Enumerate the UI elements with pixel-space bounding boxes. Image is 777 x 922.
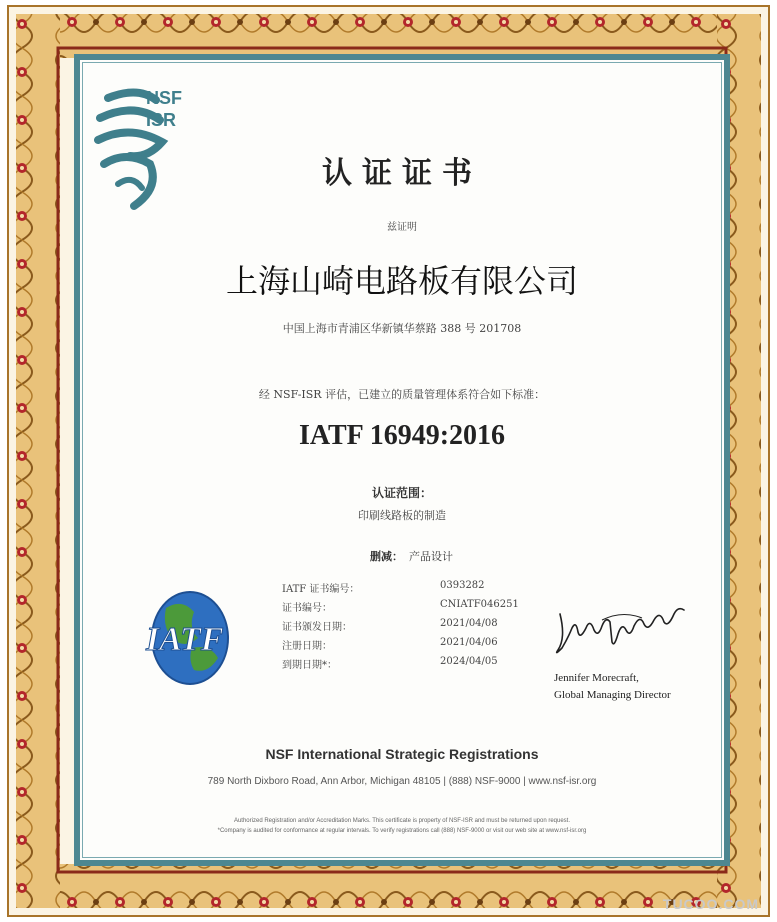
fine-print-2: *Company is audited for conformance at regular intervals. To verify registrations call (888) NSF-9000 or visit our web site at www.nsf-isr.org bbox=[217, 828, 587, 834]
signer-block bbox=[554, 670, 671, 704]
organization-address: 789 North Dixboro Road, Ann Arbor, Michigan 48105 | (888) NSF-9000 | www.nsf-isr.org bbox=[207, 776, 597, 787]
detail-label: 到期日期*： bbox=[282, 660, 337, 671]
attest-text: 兹证明 bbox=[387, 222, 417, 233]
detail-value: 2021/04/06 bbox=[440, 637, 498, 648]
fine-print-1: Authorized Registration and/or Accreditation Marks. This certificate is property of NSF-ISR and must be returned upon request. bbox=[233, 818, 571, 824]
detail-value: 2024/04/05 bbox=[440, 656, 498, 667]
scope-label: 认证范围： bbox=[371, 486, 432, 500]
detail-value: 0393282 bbox=[440, 580, 485, 591]
iatf-logo bbox=[132, 578, 236, 702]
watermark: TUCOO.COM bbox=[662, 896, 759, 912]
detail-label: 证书编号： bbox=[282, 603, 332, 614]
assessment-statement: 经 NSF-ISR 评估，已建立的质量管理体系符合如下标准： bbox=[258, 388, 546, 401]
detail-value: 2021/04/08 bbox=[440, 618, 498, 629]
exclusion-value: 产品设计 bbox=[409, 550, 453, 563]
iatf-logo-text: IATF bbox=[146, 621, 224, 658]
company-name: 上海山崎电路板有限公司 bbox=[225, 262, 578, 300]
signature bbox=[552, 598, 692, 658]
exclusion-line bbox=[370, 548, 453, 564]
exclusion-label: 删减： bbox=[370, 550, 403, 563]
certificate-title: 认证证书 bbox=[322, 156, 482, 191]
detail-label: 注册日期： bbox=[282, 641, 332, 652]
detail-label: IATF 证书编号： bbox=[282, 584, 360, 595]
issuing-organization: NSF International Strategic Registrations bbox=[265, 746, 539, 762]
detail-label: 证书颁发日期： bbox=[282, 622, 352, 633]
company-address: 中国上海市青浦区华新镇华蔡路 388 号 201708 bbox=[282, 322, 522, 335]
scope-value: 印刷线路板的制造 bbox=[358, 509, 446, 522]
standard-name: IATF 16949:2016 bbox=[298, 420, 506, 451]
signer-title: Global Managing Director bbox=[554, 689, 671, 701]
detail-value: CNIATF046251 bbox=[440, 599, 519, 610]
signer-name: Jennifer Morecraft, bbox=[554, 672, 639, 684]
nsf-logo-text: NSF bbox=[146, 88, 182, 108]
isr-logo-text: ISR bbox=[146, 110, 177, 130]
